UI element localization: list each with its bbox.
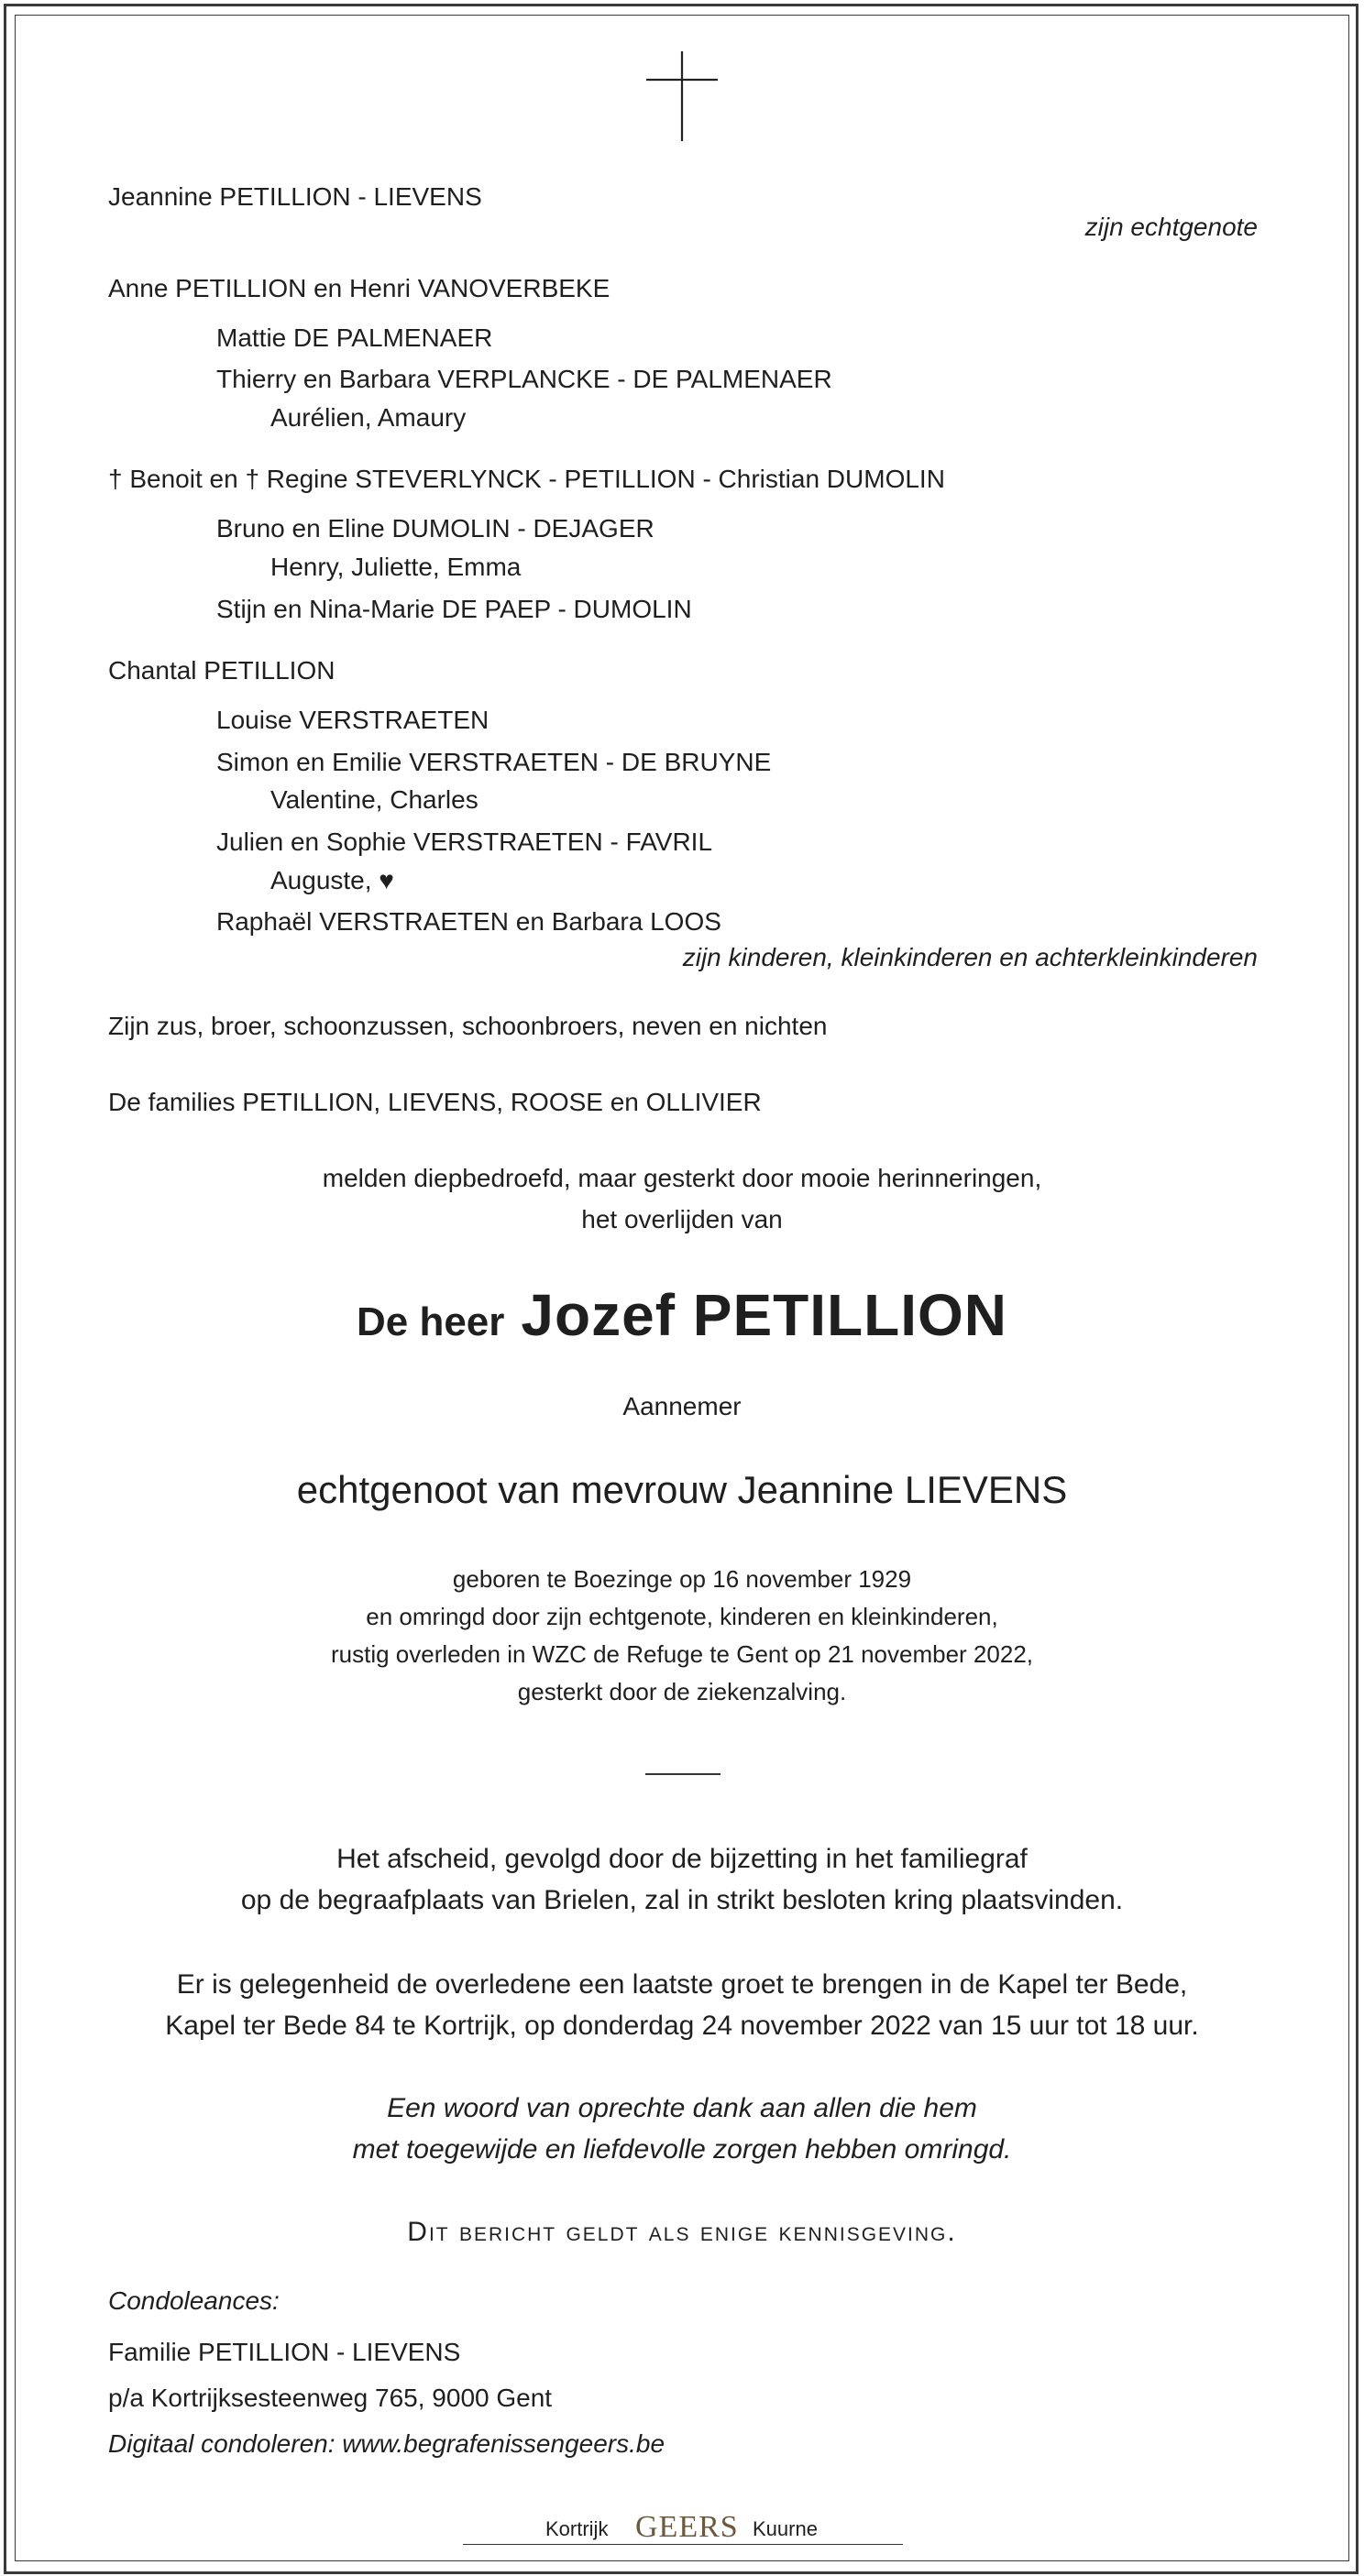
condolences-address: p/a Kortrijksesteenweg 765, 9000 Gent xyxy=(108,2384,553,2412)
family-group-head: Chantal PETILLION xyxy=(108,656,336,685)
family-member: Julien en Sophie VERSTRAETEN - FAVRIL xyxy=(216,828,713,856)
family-group-head: Anne PETILLION en Henri VANOVERBEKE xyxy=(108,274,610,302)
family-role: zijn kinderen, kleinkinderen en achterkleinkinderen xyxy=(682,943,1258,971)
grandchildren: Aurélien, Amaury xyxy=(270,403,467,432)
surrounded-line: en omringd door zijn echtgenote, kinderen en kleinkinderen, xyxy=(366,1603,998,1630)
spouse-role: zijn echtgenote xyxy=(1084,213,1258,241)
deceased-title xyxy=(0,1281,1364,1349)
family-member: Thierry en Barbara VERPLANCKE - DE PALMENAER xyxy=(216,365,832,393)
footer-left: Kortrijk xyxy=(545,2517,609,2540)
footer-right: Kuurne xyxy=(753,2517,818,2540)
families-line: De families PETILLION, LIEVENS, ROOSE en OLLIVIER xyxy=(108,1088,762,1116)
ceremony-line: Het afscheid, gevolgd door de bijzetting in het familiegraf xyxy=(336,1844,1028,1874)
condolences-digital: Digitaal condoleren: www.begrafenissengeers.be xyxy=(108,2429,666,2458)
grandchildren: Auguste, ♥ xyxy=(270,866,394,894)
honorific: De heer xyxy=(356,1299,505,1344)
ceremony-line: op de begraafplaats van Brielen, zal in strikt besloten kring plaatsvinden. xyxy=(240,1885,1124,1915)
geers-logo: GEERS xyxy=(635,2510,739,2544)
family-member: Mattie DE PALMENAER xyxy=(216,323,493,352)
born-line: geboren te Boezinge op 16 november 1929 xyxy=(452,1565,912,1593)
separator xyxy=(645,1773,720,1775)
announce-line: melden diepbedroefd, maar gesterkt door mooie herinneringen, xyxy=(322,1164,1042,1192)
family-member: Raphaël VERSTRAETEN en Barbara LOOS xyxy=(216,907,721,936)
deceased-name: Jozef PETILLION xyxy=(521,1282,1007,1348)
family-member: Stijn en Nina-Marie DE PAEP - DUMOLIN xyxy=(216,595,692,623)
spouse-line: echtgenoot van mevrouw Jeannine LIEVENS xyxy=(296,1468,1068,1511)
died-line: rustig overleden in WZC de Refuge te Gent op 21 november 2022, xyxy=(331,1640,1033,1668)
visitation-line: Kapel ter Bede 84 te Kortrijk, op donderdag 24 november 2022 van 15 uur tot 18 uur. xyxy=(165,2011,1199,2041)
thanks-line: Een woord van oprechte dank aan allen die hem xyxy=(387,2093,977,2123)
family-member: Bruno en Eline DUMOLIN - DEJAGER xyxy=(216,514,654,543)
grandchildren: Valentine, Charles xyxy=(270,785,478,814)
family-member: Louise VERSTRAETEN xyxy=(216,706,490,734)
family-group-head: † Benoit en † Regine STEVERLYNCK - PETILLION - Christian DUMOLIN xyxy=(108,465,945,493)
visitation-line: Er is gelegenheid de overledene een laatste groet te brengen in de Kapel ter Bede, xyxy=(176,1969,1188,2000)
notice-line: Dit bericht geldt als enige kennisgeving. xyxy=(407,2217,957,2247)
grandchildren: Henry, Juliette, Emma xyxy=(270,553,522,581)
spouse-name: Jeannine PETILLION - LIEVENS xyxy=(108,182,482,211)
latin-cross-icon xyxy=(646,51,718,141)
profession: Aannemer xyxy=(622,1392,742,1420)
condolences-label: Condoleances: xyxy=(108,2286,280,2315)
thanks-line: met toegewijde en liefdevolle zorgen hebben omringd. xyxy=(352,2134,1012,2165)
condolences-family: Familie PETILLION - LIEVENS xyxy=(108,2338,461,2366)
family-member: Simon en Emilie VERSTRAETEN - DE BRUYNE xyxy=(216,748,772,776)
announce-line: het overlijden van xyxy=(581,1205,783,1233)
siblings-line: Zijn zus, broer, schoonzussen, schoonbroers, neven en nichten xyxy=(108,1012,828,1040)
sacrament-line: gesterkt door de ziekenzalving. xyxy=(517,1678,847,1705)
